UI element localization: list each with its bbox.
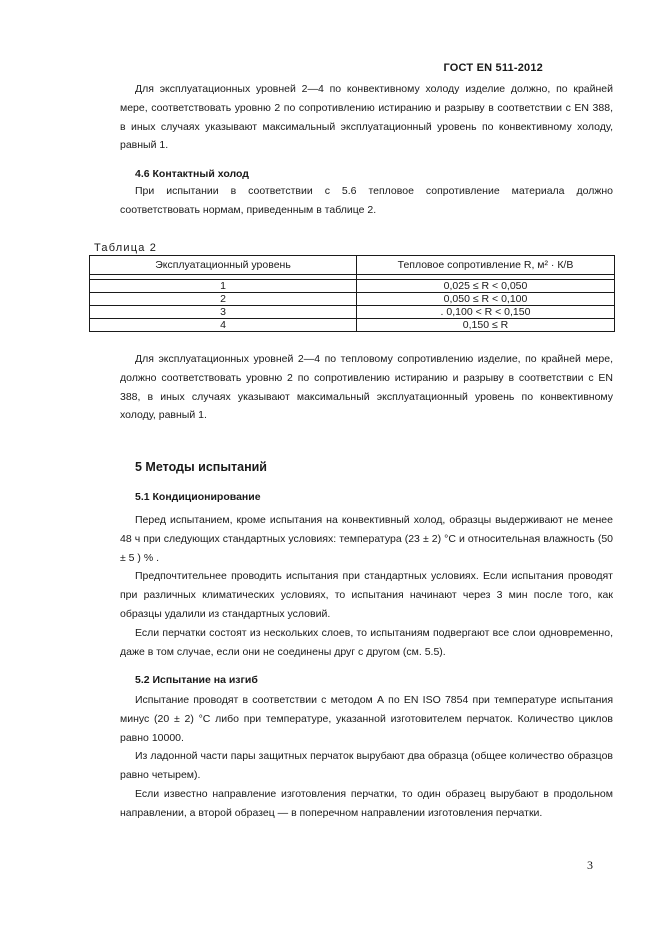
table-row xyxy=(90,280,615,293)
paragraph-convective-cold: Для эксплуатационных уровней 2—4 по конвективному холоду изделие должно, по крайней мере, соответствовать уровню 2 по сопротивлению истиранию и разрыву в соответствии с EN 388, в иных случаях указывают максимальный эксплуатационный уровень по конвективному холоду, равный 1. xyxy=(120,83,613,152)
section-5-title: 5 Методы испытаний xyxy=(135,460,267,474)
thermal-resistance-table xyxy=(89,255,615,332)
page-number: 3 xyxy=(587,858,593,872)
table-caption: Таблица 2 xyxy=(94,242,158,254)
section-5-2-title: 5.2 Испытание на изгиб xyxy=(135,674,258,686)
table-cell-range: . 0,100 < R < 0,150 xyxy=(357,306,615,319)
table-header-row xyxy=(90,256,615,275)
section-5-1-title: 5.1 Кондиционирование xyxy=(135,491,261,503)
table-cell-range: 0,050 ≤ R < 0,100 xyxy=(357,293,615,306)
table-cell-level: 4 xyxy=(90,319,357,332)
table-cell-range: 0,025 ≤ R < 0,050 xyxy=(357,280,615,293)
paragraph-contact-cold: При испытании в соответствии с 5.6 тепловое сопротивление материала должно соответствовать нормам, приведенным в таблице 2. xyxy=(120,185,613,216)
section-4-6-title: 4.6 Контактный холод xyxy=(135,168,249,180)
table-cell-level: 3 xyxy=(90,306,357,319)
paragraph-thermal-resistance: Для эксплуатационных уровней 2—4 по тепловому сопротивлению изделие, по крайней мере, должно соответствовать уровню 2 по сопротивлению истиранию и разрыву в соответствии с EN 388, в иных случаях указывают максимальный эксплуатационный уровень по конвективному холоду, равный 1. xyxy=(120,353,613,422)
table-cell-level: 2 xyxy=(90,293,357,306)
table-header-level: Эксплуатационный уровень xyxy=(90,256,357,275)
table-row xyxy=(90,293,615,306)
section-5-2-body: Испытание проводят в соответствии с методом А по EN ISO 7854 при температуре испытания минус (20 ± 2) °С либо при температуре, указанной изготовителем перчаток. Количество циклов равно 10000. Из ладонной части пары защитных перчаток вырубают два образца (общее количество образцов равно четырем). Если известно направление изготовления перчатки, то один образец вырубают в продольном направлении, а второй образец — в поперечном направлении изготовления перчатки. xyxy=(120,694,613,819)
table-cell-range: 0,150 ≤ R xyxy=(357,319,615,332)
table-row xyxy=(90,319,615,332)
table-cell-level: 1 xyxy=(90,280,357,293)
table-row xyxy=(90,306,615,319)
standard-header: ГОСТ EN 511-2012 xyxy=(443,62,543,74)
table-header-resistance: Тепловое сопротивление R, м² · К/В xyxy=(357,256,615,275)
section-5-1-body: Перед испытанием, кроме испытания на конвективный холод, образцы выдерживают не менее 48 ч при следующих стандартных условиях: температура (23 ± 2) °С и относительная влажность (50 ± 5 ) % . Предпочтительнее проводить испытания при стандартных условиях. Если испытания проводят при различных климатических условиях, то испытания начинают через 3 мин после того, как образцы удалили из стандартных условий. Если перчатки состоят из нескольких слоев, то испытаниям подвергают все слои одновременно, даже в том случае, если они не соединены друг с другом (см. 5.5). xyxy=(120,514,613,658)
